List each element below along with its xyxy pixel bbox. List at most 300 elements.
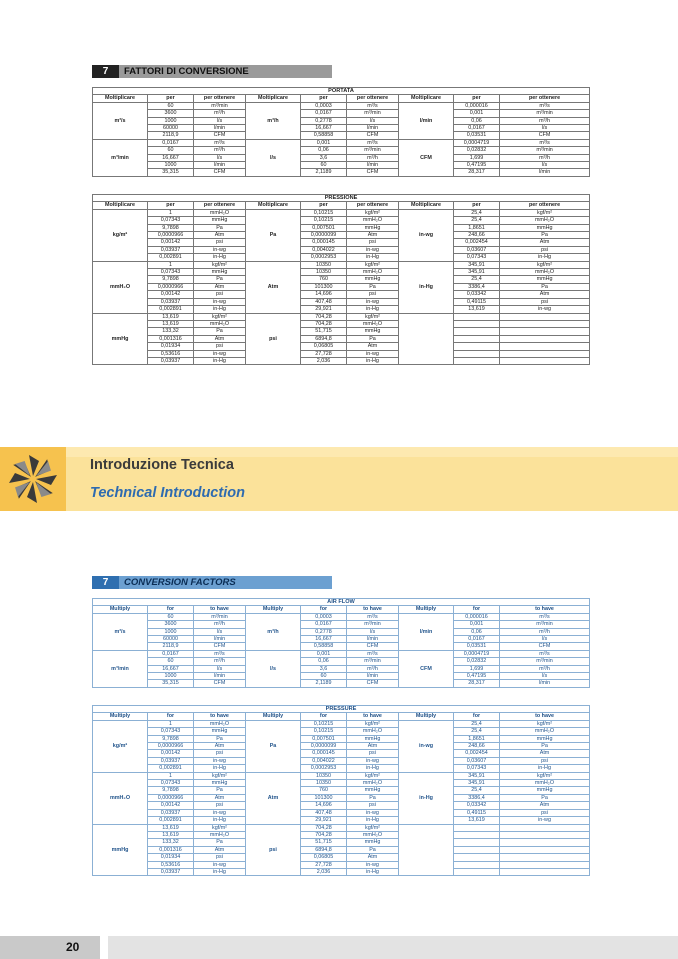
target-unit: kgf/m² [194, 261, 246, 268]
factor-value: 0,0000099 [301, 232, 347, 239]
factor-value: 0,000145 [301, 750, 347, 757]
column-header: per [454, 95, 500, 102]
target-unit: mmH₂O [194, 831, 246, 838]
column-header: Multiply [399, 606, 454, 613]
factor-value: 60 [148, 658, 194, 665]
factor-value [454, 343, 500, 350]
target-unit: m³/h [500, 117, 590, 124]
factor-value: 51,715 [301, 328, 347, 335]
table-row [93, 636, 590, 643]
table-row [93, 350, 590, 357]
target-unit: psi [347, 239, 399, 246]
target-unit: l/s [500, 162, 590, 169]
multiply-unit: m³/min [93, 650, 148, 687]
flow-table-it [92, 87, 590, 177]
target-unit: psi [500, 298, 590, 305]
factor-value: 2,036 [301, 357, 347, 364]
factor-value [454, 328, 500, 335]
banner-title-it: Introduzione Tecnica [90, 457, 234, 473]
target-unit: CFM [347, 132, 399, 139]
table-row [93, 854, 590, 861]
factor-value: 0,02832 [454, 658, 500, 665]
target-unit: m³/s [194, 139, 246, 146]
factor-value: 13,619 [454, 306, 500, 313]
target-unit: l/min [194, 636, 246, 643]
target-unit: m³/s [347, 102, 399, 109]
factor-value: 0,06 [301, 147, 347, 154]
column-header: Multiply [399, 713, 454, 720]
factor-value: 60 [148, 613, 194, 620]
table-row [93, 102, 590, 109]
target-unit: in-Hg [194, 868, 246, 875]
factor-value: 0,06 [301, 658, 347, 665]
table-row [93, 757, 590, 764]
multiply-unit: in-wg [399, 209, 454, 261]
target-unit: kgf/m² [500, 720, 590, 727]
factor-value: 0,0000966 [148, 794, 194, 801]
factor-value [454, 854, 500, 861]
factor-value: 13,619 [148, 313, 194, 320]
column-header: Multiply [246, 606, 301, 613]
factor-value: 1,8651 [454, 224, 500, 231]
table-title-row [93, 88, 590, 95]
target-unit: Atm [194, 335, 246, 342]
factor-value: 25,4 [454, 728, 500, 735]
target-unit: mmH₂O [194, 320, 246, 327]
factor-value: 1,699 [454, 665, 500, 672]
factor-value: 248,66 [454, 232, 500, 239]
factor-value: 60 [148, 102, 194, 109]
factor-value: 0,07343 [454, 254, 500, 261]
factor-value: 6894,8 [301, 335, 347, 342]
factor-value: 0,0167 [301, 621, 347, 628]
factor-value: 28,317 [454, 680, 500, 687]
factor-value: 0,03937 [148, 357, 194, 364]
table-row [93, 169, 590, 176]
target-unit: psi [347, 750, 399, 757]
target-unit: in-wg [347, 757, 399, 764]
multiply-unit: in-Hg [399, 261, 454, 313]
column-header: per ottenere [194, 95, 246, 102]
factor-value: 0,03342 [454, 802, 500, 809]
target-unit: mmHg [500, 224, 590, 231]
target-unit: CFM [194, 132, 246, 139]
multiply-unit: psi [246, 824, 301, 876]
factor-value: 0,0002953 [301, 765, 347, 772]
target-unit: in-Hg [194, 817, 246, 824]
table-row [93, 839, 590, 846]
factor-value: 13,619 [454, 817, 500, 824]
target-unit: m³/h [194, 147, 246, 154]
target-unit: Pa [500, 283, 590, 290]
table-row [93, 765, 590, 772]
table-row [93, 209, 590, 216]
factor-value [454, 831, 500, 838]
table-row [93, 621, 590, 628]
target-unit: Atm [194, 283, 246, 290]
factor-value: 1,699 [454, 154, 500, 161]
target-unit: l/min [347, 162, 399, 169]
multiply-unit: psi [246, 313, 301, 365]
target-unit [500, 320, 590, 327]
table-row [93, 720, 590, 727]
target-unit: m³/h [500, 628, 590, 635]
target-unit: m³/h [194, 110, 246, 117]
column-header: per ottenere [500, 95, 590, 102]
target-unit: CFM [194, 680, 246, 687]
target-unit: m³/s [500, 139, 590, 146]
target-unit: l/min [347, 125, 399, 132]
table-row [93, 680, 590, 687]
target-unit: m³/min [347, 658, 399, 665]
factor-value: 0,47195 [454, 673, 500, 680]
factor-value: 10350 [301, 261, 347, 268]
table-row [93, 728, 590, 735]
factor-value: 0,06 [454, 628, 500, 635]
factor-value: 25,4 [454, 720, 500, 727]
factor-value [454, 846, 500, 853]
factor-value: 3386,4 [454, 794, 500, 801]
table-header-row [93, 606, 590, 613]
factor-value: 60 [148, 147, 194, 154]
factor-value: 0,03937 [148, 757, 194, 764]
target-unit: mmHg [500, 276, 590, 283]
target-unit: Pa [347, 335, 399, 342]
factor-value: 3,6 [301, 665, 347, 672]
factor-value: 0,0167 [454, 636, 500, 643]
target-unit [500, 343, 590, 350]
table-row [93, 306, 590, 313]
factor-value [454, 861, 500, 868]
section-title: FATTORI DI CONVERSIONE [119, 65, 332, 78]
target-unit: l/min [347, 636, 399, 643]
table-row [93, 772, 590, 779]
factor-value: 0,007501 [301, 224, 347, 231]
target-unit: m³/min [500, 110, 590, 117]
target-unit [500, 350, 590, 357]
target-unit: kgf/m² [347, 209, 399, 216]
factor-value: 0,06 [454, 117, 500, 124]
target-unit [500, 335, 590, 342]
factor-value: 60000 [148, 125, 194, 132]
factor-value: 2,1189 [301, 169, 347, 176]
target-unit [500, 831, 590, 838]
target-unit: mmHg [194, 217, 246, 224]
factor-value: 2118,9 [148, 643, 194, 650]
factor-value: 101300 [301, 283, 347, 290]
multiply-unit: m³/h [246, 102, 301, 139]
factor-value: 28,317 [454, 169, 500, 176]
column-header: per [148, 202, 194, 209]
factor-value [454, 839, 500, 846]
factor-value: 3600 [148, 110, 194, 117]
target-unit: mmH₂O [194, 209, 246, 216]
factor-value: 760 [301, 787, 347, 794]
factor-value: 345,91 [454, 772, 500, 779]
target-unit: m³/s [500, 102, 590, 109]
target-unit: kgf/m² [347, 824, 399, 831]
target-unit: mmHg [347, 224, 399, 231]
target-unit: m³/min [347, 621, 399, 628]
factor-value: 1000 [148, 628, 194, 635]
factor-value: 248,66 [454, 743, 500, 750]
factor-value: 0,03937 [148, 298, 194, 305]
factor-value: 27,728 [301, 861, 347, 868]
multiply-unit: l/min [399, 613, 454, 650]
target-unit: psi [347, 291, 399, 298]
column-header: per ottenere [500, 202, 590, 209]
target-unit: CFM [347, 680, 399, 687]
table-row [93, 658, 590, 665]
column-header: for [301, 606, 347, 613]
factor-value: 0,03937 [148, 246, 194, 253]
multiply-unit: Atm [246, 261, 301, 313]
factor-value: 0,53616 [148, 350, 194, 357]
target-unit: in-wg [347, 350, 399, 357]
table-title: PORTATA [93, 88, 590, 95]
target-unit: m³/s [194, 650, 246, 657]
table-title-row [93, 706, 590, 713]
table-header-row [93, 713, 590, 720]
target-unit: mmH₂O [500, 217, 590, 224]
factor-value: 0,0167 [148, 139, 194, 146]
table-row [93, 802, 590, 809]
column-header: Moltiplicare [399, 95, 454, 102]
column-header: to have [194, 606, 246, 613]
factor-value: 101300 [301, 794, 347, 801]
factor-value: 10350 [301, 780, 347, 787]
target-unit: Pa [194, 735, 246, 742]
multiply-unit [399, 313, 454, 365]
target-unit: l/min [194, 125, 246, 132]
target-unit: psi [500, 246, 590, 253]
factor-value: 0,47195 [454, 162, 500, 169]
target-unit: kgf/m² [347, 720, 399, 727]
factor-value [454, 357, 500, 364]
target-unit: in-Hg [500, 765, 590, 772]
target-unit: m³/h [194, 621, 246, 628]
factor-value: 16,667 [148, 154, 194, 161]
factor-value: 10350 [301, 269, 347, 276]
factor-value: 0,58858 [301, 132, 347, 139]
factor-value: 0,000145 [301, 239, 347, 246]
target-unit: in-wg [347, 861, 399, 868]
factor-value: 0,06805 [301, 854, 347, 861]
factor-value: 0,06805 [301, 343, 347, 350]
target-unit: mmHg [347, 276, 399, 283]
target-unit: mmHg [194, 728, 246, 735]
table-row [93, 809, 590, 816]
target-unit: Atm [194, 743, 246, 750]
target-unit: m³/min [500, 621, 590, 628]
factor-value: 0,03342 [454, 291, 500, 298]
factor-value: 3386,4 [454, 283, 500, 290]
table-row [93, 313, 590, 320]
multiply-unit: mmHg [93, 824, 148, 876]
table-row [93, 628, 590, 635]
target-unit: l/min [500, 680, 590, 687]
pressure-table-en [92, 705, 590, 876]
column-header: per [454, 202, 500, 209]
target-unit: in-wg [194, 809, 246, 816]
column-header: Multiply [93, 606, 148, 613]
target-unit: in-Hg [194, 306, 246, 313]
target-unit: mmHg [194, 780, 246, 787]
target-unit: kgf/m² [194, 313, 246, 320]
section-header-en [92, 576, 332, 589]
target-unit: in-wg [194, 246, 246, 253]
target-unit: Pa [500, 232, 590, 239]
column-header: for [301, 713, 347, 720]
factor-value: 0,07343 [148, 269, 194, 276]
target-unit: kgf/m² [500, 209, 590, 216]
target-unit: Atm [347, 343, 399, 350]
section-number: 7 [92, 576, 119, 589]
target-unit: in-wg [194, 350, 246, 357]
target-unit: m³/s [347, 650, 399, 657]
target-unit: m³/s [500, 613, 590, 620]
factor-value: 0,002891 [148, 765, 194, 772]
factor-value: 60000 [148, 636, 194, 643]
factor-value: 0,07343 [148, 728, 194, 735]
factor-value: 704,28 [301, 824, 347, 831]
table-row [93, 283, 590, 290]
factor-value: 407,48 [301, 298, 347, 305]
table-row [93, 861, 590, 868]
target-unit: Atm [347, 743, 399, 750]
target-unit: Atm [500, 239, 590, 246]
factor-value: 0,001 [301, 650, 347, 657]
target-unit: Pa [500, 794, 590, 801]
multiply-unit: mmH₂O [93, 261, 148, 313]
factor-value: 0,0004719 [454, 650, 500, 657]
target-unit: m³/min [347, 110, 399, 117]
table-row [93, 613, 590, 620]
target-unit: mmH₂O [347, 269, 399, 276]
factor-value: 0,01934 [148, 854, 194, 861]
target-unit: in-Hg [194, 357, 246, 364]
section-title: CONVERSION FACTORS [119, 576, 332, 589]
multiply-unit: m³/min [93, 139, 148, 176]
banner-title-en: Technical Introduction [90, 485, 245, 501]
factor-value: 0,004022 [301, 246, 347, 253]
table-title: AIR FLOW [93, 599, 590, 606]
target-unit: l/s [347, 117, 399, 124]
table-row [93, 276, 590, 283]
target-unit: l/s [194, 154, 246, 161]
target-unit: m³/h [500, 154, 590, 161]
target-unit: CFM [500, 643, 590, 650]
factor-value: 0,10215 [301, 728, 347, 735]
factor-value: 0,00142 [148, 239, 194, 246]
factor-value: 0,03937 [148, 868, 194, 875]
factor-value: 704,28 [301, 313, 347, 320]
target-unit [500, 357, 590, 364]
factor-value: 760 [301, 276, 347, 283]
factor-value: 1 [148, 261, 194, 268]
column-header: Multiply [246, 713, 301, 720]
table-row [93, 139, 590, 146]
target-unit: in-wg [194, 298, 246, 305]
factor-value: 345,91 [454, 269, 500, 276]
target-unit: l/s [500, 125, 590, 132]
multiply-unit: CFM [399, 139, 454, 176]
target-unit: psi [194, 802, 246, 809]
target-unit: kgf/m² [347, 313, 399, 320]
target-unit [500, 854, 590, 861]
factor-value: 0,002454 [454, 239, 500, 246]
factor-value: 1 [148, 772, 194, 779]
column-header: to have [500, 713, 590, 720]
target-unit: in-Hg [347, 765, 399, 772]
factor-value: 16,667 [148, 665, 194, 672]
factor-value: 0,03607 [454, 246, 500, 253]
multiply-unit: m³/h [246, 613, 301, 650]
target-unit [500, 861, 590, 868]
factor-value: 407,48 [301, 809, 347, 816]
factor-value: 1000 [148, 117, 194, 124]
flow-table-en [92, 598, 590, 688]
factor-value: 0,03607 [454, 757, 500, 764]
section-header-it [92, 65, 332, 78]
column-header: for [454, 606, 500, 613]
target-unit: mmH₂O [347, 320, 399, 327]
target-unit: in-wg [347, 809, 399, 816]
column-header: Moltiplicare [93, 202, 148, 209]
target-unit: kgf/m² [500, 772, 590, 779]
table-row [93, 794, 590, 801]
target-unit: l/min [194, 162, 246, 169]
target-unit: m³/h [347, 665, 399, 672]
factor-value [454, 313, 500, 320]
banner-stripe [66, 447, 678, 457]
column-header: per [148, 95, 194, 102]
factor-value: 14,696 [301, 802, 347, 809]
target-unit: m³/min [347, 147, 399, 154]
factor-value: 9,7898 [148, 787, 194, 794]
target-unit: l/s [500, 673, 590, 680]
factor-value: 0,00142 [148, 291, 194, 298]
factor-value: 704,28 [301, 320, 347, 327]
table-row [93, 291, 590, 298]
target-unit: Atm [347, 232, 399, 239]
factor-value: 25,4 [454, 276, 500, 283]
factor-value: 29,921 [301, 306, 347, 313]
factor-value: 1 [148, 209, 194, 216]
target-unit: mmHg [500, 735, 590, 742]
factor-value: 0,002891 [148, 817, 194, 824]
target-unit: Atm [194, 232, 246, 239]
factor-value: 0,49115 [454, 809, 500, 816]
table-row [93, 110, 590, 117]
multiply-unit: in-wg [399, 720, 454, 772]
factor-value: 1000 [148, 673, 194, 680]
column-header: Moltiplicare [246, 95, 301, 102]
column-header: for [148, 606, 194, 613]
target-unit: mmHg [194, 269, 246, 276]
target-unit [500, 313, 590, 320]
table-row [93, 817, 590, 824]
factor-value: 1 [148, 720, 194, 727]
table-row [93, 239, 590, 246]
table-title-row [93, 599, 590, 606]
table-row [93, 147, 590, 154]
factor-value: 0,07343 [148, 217, 194, 224]
factor-value: 0,10215 [301, 217, 347, 224]
table-row [93, 246, 590, 253]
factor-value: 133,32 [148, 328, 194, 335]
factor-value: 0,53616 [148, 861, 194, 868]
